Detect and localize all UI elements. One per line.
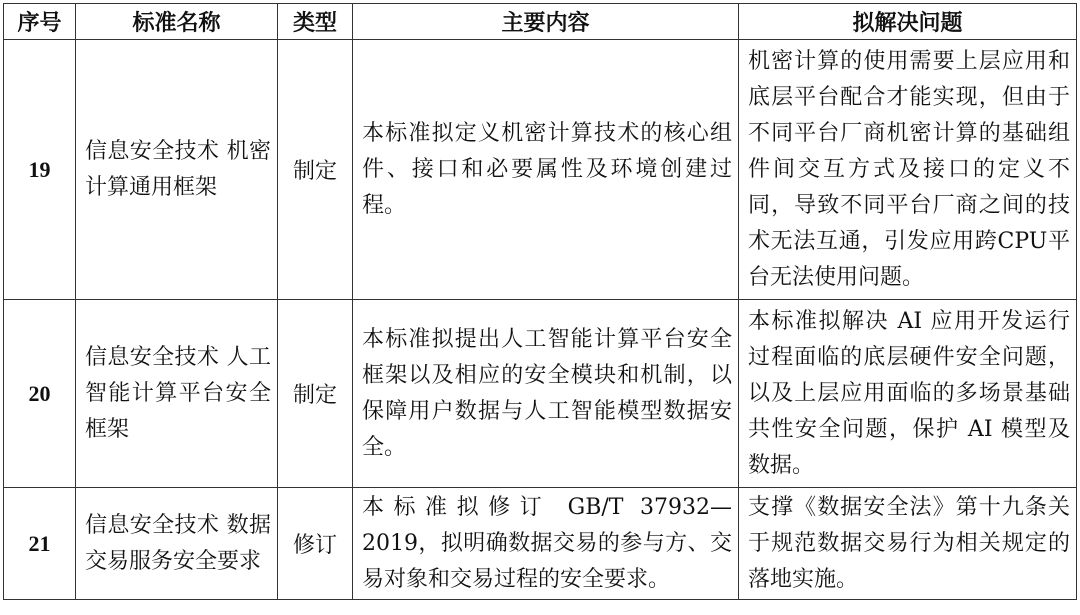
main-content-cell: [353, 488, 739, 600]
header-problem: 拟解决问题: [739, 4, 1077, 40]
main-content-cell: [353, 40, 739, 300]
standard-name: 信息安全技术 人工智能计算平台安全框架: [85, 344, 271, 442]
standard-name: 信息安全技术 数据交易服务安全要求: [85, 512, 271, 574]
standard-type: 修订: [278, 488, 353, 600]
problem-text: 本标准拟解决 AI 应用开发运行过程面临的底层硬件安全问题，以及上层应用面临的多场景基础共性安全问题，保护 AI 模型及数据。: [748, 308, 1070, 478]
problem-cell: [739, 40, 1077, 300]
standards-table: [3, 3, 1077, 600]
table-header-row: [4, 4, 1077, 40]
main-content: 本标准拟提出人工智能计算平台安全框架以及相应的安全模块和机制，以保障用户数据与人工智能模型数据安全。: [362, 326, 732, 460]
problem-cell: [739, 488, 1077, 600]
row-number: 21: [4, 488, 76, 600]
standard-name: 信息安全技术 机密计算通用框架: [85, 138, 271, 200]
table-row: [4, 488, 1077, 600]
header-standard-name: 标准名称: [76, 4, 278, 40]
row-number: 19: [4, 40, 76, 300]
standard-type: 制定: [278, 40, 353, 300]
standard-name-cell: [76, 40, 278, 300]
standard-name-cell: [76, 488, 278, 600]
table-row: [4, 300, 1077, 488]
main-content-cell: [353, 300, 739, 488]
header-number: 序号: [4, 4, 76, 40]
main-content: 本标准拟定义机密计算技术的核心组件、接口和必要属性及环境创建过程。: [362, 120, 732, 218]
header-type: 类型: [278, 4, 353, 40]
standard-name-cell: [76, 300, 278, 488]
standard-type: 制定: [278, 300, 353, 488]
main-content: 本标准拟修订 GB/T 37932—2019，拟明确数据交易的参与方、交易对象和交易过程的安全要求。: [362, 494, 732, 592]
problem-cell: [739, 300, 1077, 488]
problem-text: 机密计算的使用需要上层应用和底层平台配合才能实现，但由于不同平台厂商机密计算的基础组件间交互方式及接口的定义不同，导致不同平台厂商之间的技术无法互通，引发应用跨CPU平台无法使用问题。: [748, 48, 1070, 290]
row-number: 20: [4, 300, 76, 488]
table-row: [4, 40, 1077, 300]
header-main-content: 主要内容: [353, 4, 739, 40]
problem-text: 支撑《数据安全法》第十九条关于规范数据交易行为相关规定的落地实施。: [748, 494, 1070, 592]
